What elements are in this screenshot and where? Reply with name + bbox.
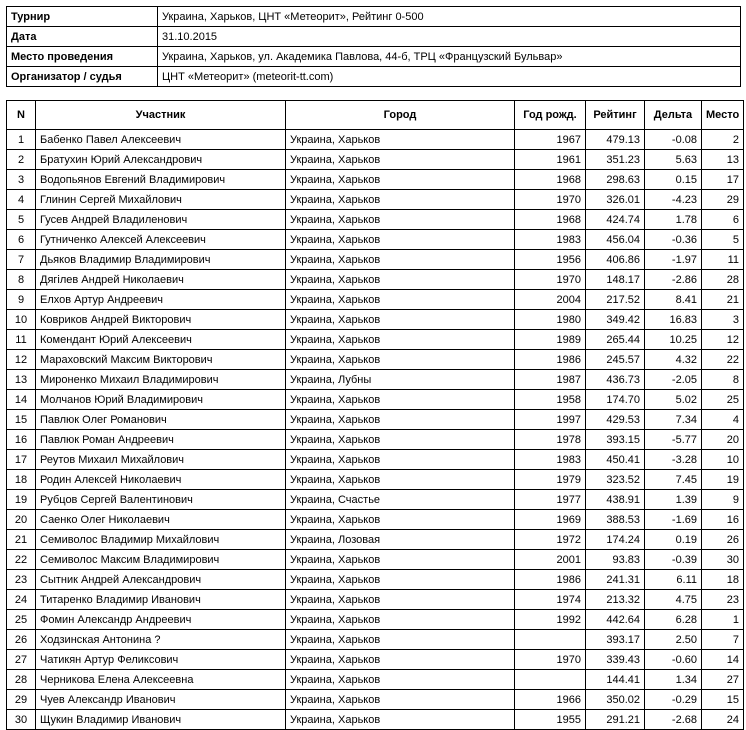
cell-delta: -0.29 — [645, 690, 702, 710]
table-row — [7, 390, 744, 410]
cell-city: Украина, Харьков — [286, 710, 515, 730]
cell-birth-year: 1989 — [515, 330, 586, 350]
header-row — [7, 101, 744, 130]
cell-place: 20 — [702, 430, 744, 450]
cell-birth-year: 1956 — [515, 250, 586, 270]
cell-number: 7 — [7, 250, 36, 270]
cell-rating: 326.01 — [586, 190, 645, 210]
cell-city: Украина, Харьков — [286, 130, 515, 150]
cell-participant: Глинин Сергей Михайлович — [36, 190, 286, 210]
cell-rating: 339.43 — [586, 650, 645, 670]
cell-number: 23 — [7, 570, 36, 590]
cell-place: 12 — [702, 330, 744, 350]
cell-delta: 5.63 — [645, 150, 702, 170]
results-table — [6, 100, 744, 730]
cell-rating: 393.15 — [586, 430, 645, 450]
cell-participant: Ходзинская Антонина ? — [36, 630, 286, 650]
col-header-number: N — [7, 101, 36, 130]
cell-city: Украина, Харьков — [286, 650, 515, 670]
table-row — [7, 470, 744, 490]
cell-birth-year: 1979 — [515, 470, 586, 490]
cell-number: 16 — [7, 430, 36, 450]
cell-number: 14 — [7, 390, 36, 410]
cell-birth-year: 1968 — [515, 170, 586, 190]
cell-birth-year: 1955 — [515, 710, 586, 730]
cell-rating: 291.21 — [586, 710, 645, 730]
cell-city: Украина, Харьков — [286, 570, 515, 590]
cell-participant: Братухин Юрий Александрович — [36, 150, 286, 170]
cell-number: 13 — [7, 370, 36, 390]
cell-birth-year: 1978 — [515, 430, 586, 450]
cell-birth-year: 1970 — [515, 270, 586, 290]
table-row — [7, 310, 744, 330]
cell-place: 2 — [702, 130, 744, 150]
cell-city: Украина, Харьков — [286, 290, 515, 310]
cell-delta: -0.60 — [645, 650, 702, 670]
cell-birth-year: 1974 — [515, 590, 586, 610]
cell-delta: -2.86 — [645, 270, 702, 290]
cell-participant: Ковриков Андрей Викторович — [36, 310, 286, 330]
cell-rating: 350.02 — [586, 690, 645, 710]
cell-birth-year: 1992 — [515, 610, 586, 630]
table-row — [7, 210, 744, 230]
table-row — [7, 430, 744, 450]
cell-city: Украина, Харьков — [286, 630, 515, 650]
cell-delta: 7.45 — [645, 470, 702, 490]
cell-rating: 442.64 — [586, 610, 645, 630]
cell-city: Украина, Харьков — [286, 450, 515, 470]
cell-birth-year: 1986 — [515, 570, 586, 590]
cell-participant: Мараховский Максим Викторович — [36, 350, 286, 370]
cell-birth-year: 2004 — [515, 290, 586, 310]
info-row — [7, 27, 741, 47]
table-row — [7, 670, 744, 690]
cell-participant: Чатикян Артур Феликсович — [36, 650, 286, 670]
cell-participant: Семиволос Владимир Михайлович — [36, 530, 286, 550]
cell-delta: 0.15 — [645, 170, 702, 190]
cell-place: 6 — [702, 210, 744, 230]
cell-city: Украина, Харьков — [286, 310, 515, 330]
cell-place: 16 — [702, 510, 744, 530]
cell-delta: 4.75 — [645, 590, 702, 610]
cell-participant: Реутов Михаил Михайлович — [36, 450, 286, 470]
cell-birth-year — [515, 630, 586, 650]
cell-rating: 174.70 — [586, 390, 645, 410]
cell-birth-year: 1987 — [515, 370, 586, 390]
cell-place: 22 — [702, 350, 744, 370]
cell-birth-year: 1997 — [515, 410, 586, 430]
table-row — [7, 190, 744, 210]
cell-rating: 456.04 — [586, 230, 645, 250]
cell-city: Украина, Харьков — [286, 190, 515, 210]
cell-number: 17 — [7, 450, 36, 470]
cell-delta: 10.25 — [645, 330, 702, 350]
col-header-city: Город — [286, 101, 515, 130]
table-row — [7, 450, 744, 470]
cell-delta: 6.28 — [645, 610, 702, 630]
cell-delta: -0.08 — [645, 130, 702, 150]
cell-number: 2 — [7, 150, 36, 170]
cell-participant: Елхов Артур Андреевич — [36, 290, 286, 310]
cell-delta: -0.39 — [645, 550, 702, 570]
cell-place: 26 — [702, 530, 744, 550]
cell-participant: Титаренко Владимир Иванович — [36, 590, 286, 610]
cell-city: Украина, Харьков — [286, 270, 515, 290]
cell-place: 23 — [702, 590, 744, 610]
cell-participant: Гутниченко Алексей Алексеевич — [36, 230, 286, 250]
col-header-rating: Рейтинг — [586, 101, 645, 130]
cell-city: Украина, Харьков — [286, 590, 515, 610]
cell-place: 25 — [702, 390, 744, 410]
cell-rating: 388.53 — [586, 510, 645, 530]
cell-birth-year — [515, 670, 586, 690]
cell-number: 30 — [7, 710, 36, 730]
cell-birth-year: 1961 — [515, 150, 586, 170]
cell-number: 10 — [7, 310, 36, 330]
table-row — [7, 370, 744, 390]
table-row — [7, 630, 744, 650]
info-value: 31.10.2015 — [158, 27, 741, 47]
cell-participant: Мироненко Михаил Владимирович — [36, 370, 286, 390]
table-row — [7, 250, 744, 270]
cell-rating: 479.13 — [586, 130, 645, 150]
cell-number: 29 — [7, 690, 36, 710]
cell-city: Украина, Харьков — [286, 210, 515, 230]
cell-rating: 213.32 — [586, 590, 645, 610]
cell-number: 12 — [7, 350, 36, 370]
cell-number: 26 — [7, 630, 36, 650]
cell-delta: 7.34 — [645, 410, 702, 430]
cell-number: 1 — [7, 130, 36, 150]
cell-city: Украина, Харьков — [286, 330, 515, 350]
info-label: Турнир — [7, 7, 158, 27]
cell-number: 8 — [7, 270, 36, 290]
table-row — [7, 270, 744, 290]
cell-place: 24 — [702, 710, 744, 730]
cell-rating: 450.41 — [586, 450, 645, 470]
cell-rating: 406.86 — [586, 250, 645, 270]
cell-participant: Павлюк Роман Андреевич — [36, 430, 286, 450]
cell-city: Украина, Лубны — [286, 370, 515, 390]
cell-number: 3 — [7, 170, 36, 190]
cell-number: 9 — [7, 290, 36, 310]
cell-rating: 393.17 — [586, 630, 645, 650]
cell-birth-year: 2001 — [515, 550, 586, 570]
table-row — [7, 690, 744, 710]
cell-birth-year: 1972 — [515, 530, 586, 550]
table-row — [7, 330, 744, 350]
table-row — [7, 130, 744, 150]
cell-city: Украина, Харьков — [286, 250, 515, 270]
cell-number: 15 — [7, 410, 36, 430]
cell-city: Украина, Харьков — [286, 150, 515, 170]
cell-place: 30 — [702, 550, 744, 570]
cell-place: 5 — [702, 230, 744, 250]
cell-rating: 323.52 — [586, 470, 645, 490]
cell-number: 11 — [7, 330, 36, 350]
cell-rating: 265.44 — [586, 330, 645, 350]
cell-participant: Саенко Олег Николаевич — [36, 510, 286, 530]
cell-delta: -1.97 — [645, 250, 702, 270]
cell-number: 24 — [7, 590, 36, 610]
cell-participant: Бабенко Павел Алексеевич — [36, 130, 286, 150]
cell-city: Украина, Харьков — [286, 690, 515, 710]
cell-city: Украина, Счастье — [286, 490, 515, 510]
cell-place: 27 — [702, 670, 744, 690]
cell-participant: Фомин Александр Андреевич — [36, 610, 286, 630]
table-row — [7, 510, 744, 530]
cell-place: 18 — [702, 570, 744, 590]
cell-rating: 93.83 — [586, 550, 645, 570]
cell-participant: Дьяков Владимир Владимирович — [36, 250, 286, 270]
cell-city: Украина, Харьков — [286, 550, 515, 570]
cell-number: 5 — [7, 210, 36, 230]
cell-city: Украина, Харьков — [286, 230, 515, 250]
cell-birth-year: 1969 — [515, 510, 586, 530]
cell-participant: Водопьянов Евгений Владимирович — [36, 170, 286, 190]
cell-place: 4 — [702, 410, 744, 430]
cell-city: Украина, Лозовая — [286, 530, 515, 550]
table-row — [7, 490, 744, 510]
table-row — [7, 550, 744, 570]
cell-participant: Родин Алексей Николаевич — [36, 470, 286, 490]
cell-birth-year: 1970 — [515, 190, 586, 210]
table-row — [7, 590, 744, 610]
cell-city: Украина, Харьков — [286, 430, 515, 450]
cell-place: 8 — [702, 370, 744, 390]
cell-number: 20 — [7, 510, 36, 530]
cell-rating: 217.52 — [586, 290, 645, 310]
table-row — [7, 170, 744, 190]
cell-delta: 8.41 — [645, 290, 702, 310]
table-row — [7, 610, 744, 630]
cell-participant: Чуев Александр Иванович — [36, 690, 286, 710]
cell-rating: 349.42 — [586, 310, 645, 330]
info-label: Дата — [7, 27, 158, 47]
cell-place: 29 — [702, 190, 744, 210]
cell-delta: -1.69 — [645, 510, 702, 530]
cell-place: 9 — [702, 490, 744, 510]
cell-place: 19 — [702, 470, 744, 490]
table-row — [7, 230, 744, 250]
cell-city: Украина, Харьков — [286, 470, 515, 490]
cell-participant: Щукин Владимир Иванович — [36, 710, 286, 730]
cell-city: Украина, Харьков — [286, 170, 515, 190]
cell-place: 7 — [702, 630, 744, 650]
cell-participant: Черникова Елена Алексеевна — [36, 670, 286, 690]
cell-delta: -4.23 — [645, 190, 702, 210]
cell-delta: -5.77 — [645, 430, 702, 450]
cell-place: 1 — [702, 610, 744, 630]
cell-place: 13 — [702, 150, 744, 170]
cell-place: 17 — [702, 170, 744, 190]
cell-birth-year: 1967 — [515, 130, 586, 150]
cell-place: 11 — [702, 250, 744, 270]
cell-delta: -2.05 — [645, 370, 702, 390]
cell-number: 25 — [7, 610, 36, 630]
col-header-birth-year: Год рожд. — [515, 101, 586, 130]
cell-birth-year: 1983 — [515, 450, 586, 470]
cell-rating: 245.57 — [586, 350, 645, 370]
cell-number: 4 — [7, 190, 36, 210]
cell-number: 19 — [7, 490, 36, 510]
cell-city: Украина, Харьков — [286, 510, 515, 530]
info-row — [7, 47, 741, 67]
table-row — [7, 350, 744, 370]
info-value: Украина, Харьков, ул. Академика Павлова, 44-б, ТРЦ «Французский Бульвар» — [158, 47, 741, 67]
cell-city: Украина, Харьков — [286, 610, 515, 630]
cell-place: 21 — [702, 290, 744, 310]
cell-delta: 1.78 — [645, 210, 702, 230]
cell-delta: 1.34 — [645, 670, 702, 690]
cell-delta: 5.02 — [645, 390, 702, 410]
table-row — [7, 710, 744, 730]
cell-rating: 351.23 — [586, 150, 645, 170]
info-value: Украина, Харьков, ЦНТ «Метеорит», Рейтинг 0-500 — [158, 7, 741, 27]
cell-participant: Дягілев Андрей Николаевич — [36, 270, 286, 290]
cell-birth-year: 1980 — [515, 310, 586, 330]
table-row — [7, 570, 744, 590]
cell-delta: 2.50 — [645, 630, 702, 650]
cell-delta: -2.68 — [645, 710, 702, 730]
cell-number: 18 — [7, 470, 36, 490]
cell-number: 22 — [7, 550, 36, 570]
info-label: Организатор / судья — [7, 67, 158, 87]
cell-place: 14 — [702, 650, 744, 670]
cell-rating: 436.73 — [586, 370, 645, 390]
cell-rating: 241.31 — [586, 570, 645, 590]
cell-place: 3 — [702, 310, 744, 330]
cell-birth-year: 1966 — [515, 690, 586, 710]
info-label: Место проведения — [7, 47, 158, 67]
cell-participant: Рубцов Сергей Валентинович — [36, 490, 286, 510]
info-value: ЦНТ «Метеорит» (meteorit-tt.com) — [158, 67, 741, 87]
info-row — [7, 67, 741, 87]
cell-delta: 4.32 — [645, 350, 702, 370]
cell-participant: Сытник Андрей Александрович — [36, 570, 286, 590]
cell-birth-year: 1970 — [515, 650, 586, 670]
table-row — [7, 150, 744, 170]
cell-city: Украина, Харьков — [286, 670, 515, 690]
cell-delta: -0.36 — [645, 230, 702, 250]
cell-rating: 429.53 — [586, 410, 645, 430]
cell-rating: 438.91 — [586, 490, 645, 510]
cell-delta: -3.28 — [645, 450, 702, 470]
cell-city: Украина, Харьков — [286, 350, 515, 370]
cell-participant: Гусев Андрей Владиленович — [36, 210, 286, 230]
cell-number: 6 — [7, 230, 36, 250]
cell-birth-year: 1986 — [515, 350, 586, 370]
cell-place: 10 — [702, 450, 744, 470]
tournament-info-table — [6, 6, 741, 87]
col-header-participant: Участник — [36, 101, 286, 130]
cell-delta: 16.83 — [645, 310, 702, 330]
cell-rating: 144.41 — [586, 670, 645, 690]
cell-participant: Комендант Юрий Алексеевич — [36, 330, 286, 350]
cell-city: Украина, Харьков — [286, 390, 515, 410]
table-row — [7, 650, 744, 670]
cell-place: 28 — [702, 270, 744, 290]
cell-number: 28 — [7, 670, 36, 690]
cell-number: 27 — [7, 650, 36, 670]
cell-participant: Молчанов Юрий Владимирович — [36, 390, 286, 410]
cell-number: 21 — [7, 530, 36, 550]
cell-rating: 174.24 — [586, 530, 645, 550]
col-header-place: Место — [702, 101, 744, 130]
cell-city: Украина, Харьков — [286, 410, 515, 430]
cell-rating: 298.63 — [586, 170, 645, 190]
table-row — [7, 410, 744, 430]
table-row — [7, 530, 744, 550]
cell-place: 15 — [702, 690, 744, 710]
cell-birth-year: 1977 — [515, 490, 586, 510]
cell-birth-year: 1958 — [515, 390, 586, 410]
cell-birth-year: 1983 — [515, 230, 586, 250]
col-header-delta: Дельта — [645, 101, 702, 130]
cell-delta: 6.11 — [645, 570, 702, 590]
cell-birth-year: 1968 — [515, 210, 586, 230]
cell-delta: 1.39 — [645, 490, 702, 510]
cell-delta: 0.19 — [645, 530, 702, 550]
cell-participant: Семиволос Максим Владимирович — [36, 550, 286, 570]
cell-rating: 424.74 — [586, 210, 645, 230]
cell-rating: 148.17 — [586, 270, 645, 290]
info-row — [7, 7, 741, 27]
cell-participant: Павлюк Олег Романович — [36, 410, 286, 430]
table-row — [7, 290, 744, 310]
